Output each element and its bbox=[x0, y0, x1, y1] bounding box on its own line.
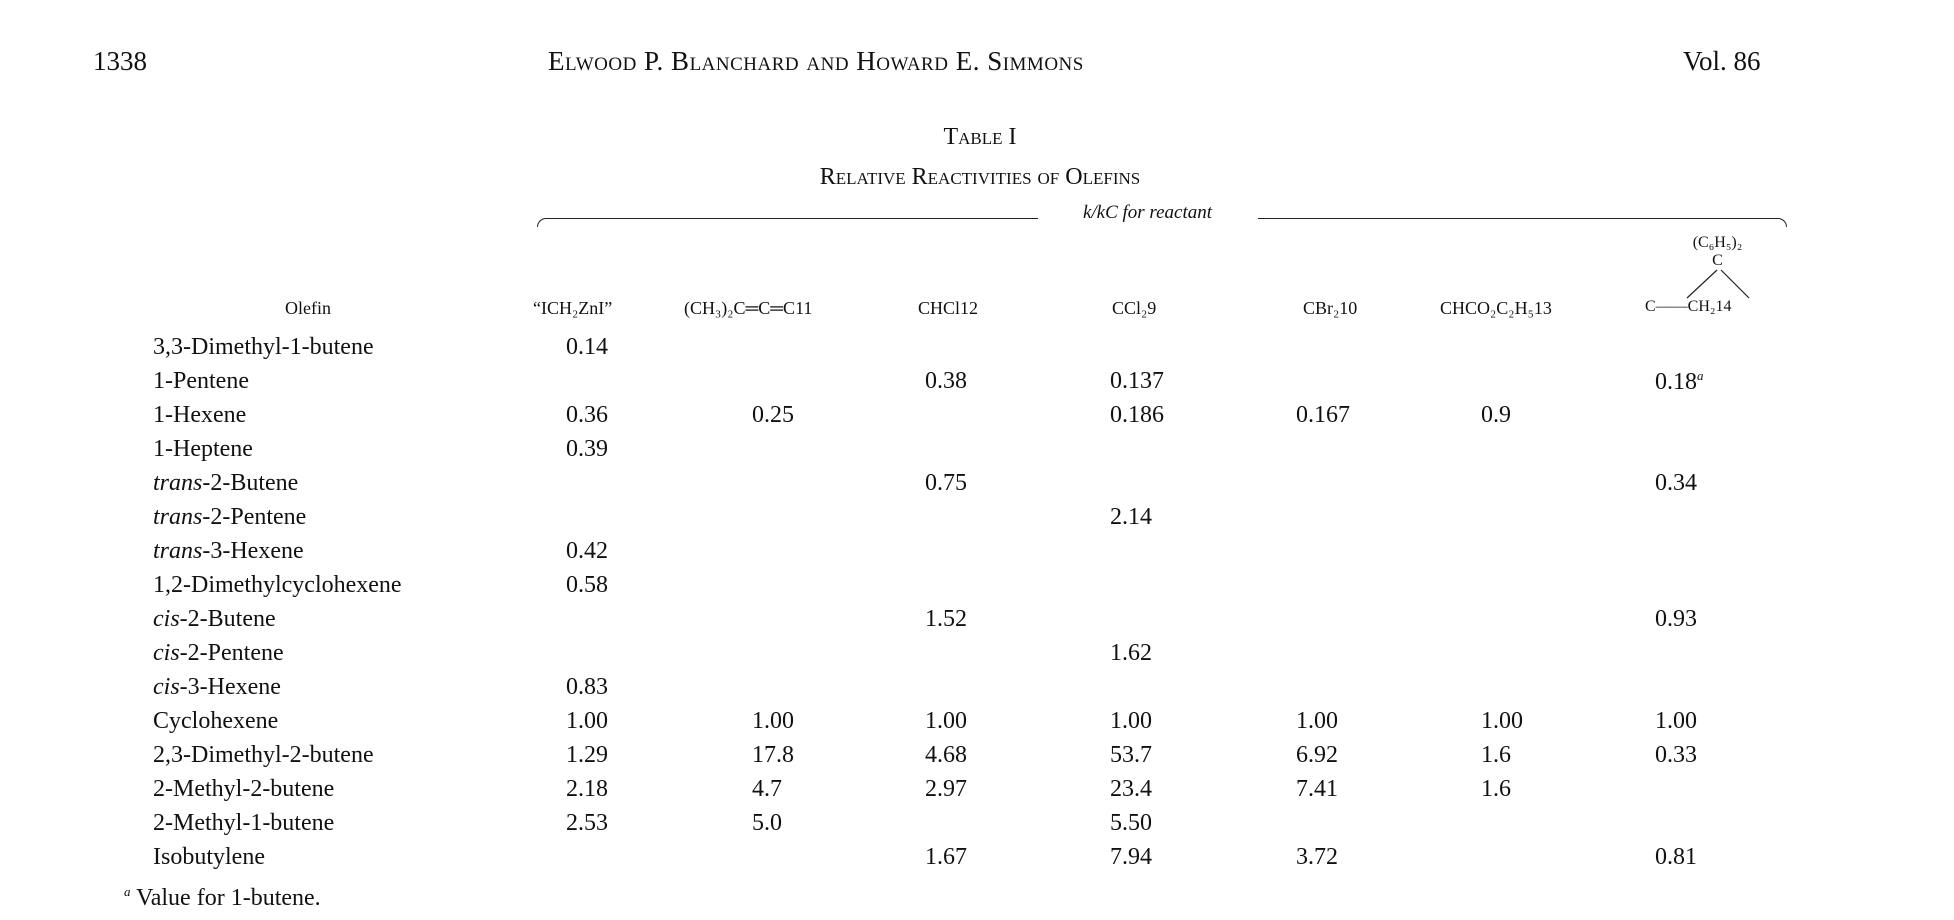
value-cell bbox=[1655, 708, 1697, 735]
value-text: 1.00 bbox=[1296, 708, 1338, 734]
value-text: 0.58 bbox=[566, 572, 608, 598]
olefin-prefix: cis bbox=[153, 640, 180, 666]
value-cell bbox=[752, 402, 794, 429]
column-header-ich2zni: “ICH₂ZnI” bbox=[533, 298, 613, 318]
value-cell bbox=[752, 810, 782, 837]
value-text: 1.52 bbox=[925, 606, 967, 632]
olefin-name bbox=[153, 504, 306, 531]
value-cell bbox=[1110, 708, 1152, 735]
value-text: 0.137 bbox=[1110, 368, 1164, 394]
value-cell bbox=[1110, 810, 1152, 837]
value-text: 2.18 bbox=[566, 776, 608, 802]
olefin-label: 3,3-Dimethyl-1-butene bbox=[153, 334, 374, 360]
olefin-name bbox=[153, 742, 374, 769]
value-cell bbox=[1296, 708, 1338, 735]
olefin-name bbox=[153, 674, 281, 701]
value-cell bbox=[1110, 402, 1164, 429]
value-text: 1.29 bbox=[566, 742, 608, 768]
olefin-name bbox=[153, 436, 253, 463]
olefin-label: 2-Methyl-2-butene bbox=[153, 776, 335, 802]
table-row bbox=[0, 538, 1954, 572]
olefin-name bbox=[153, 402, 246, 429]
olefin-name bbox=[153, 776, 334, 803]
olefin-name bbox=[153, 334, 374, 361]
olefin-prefix: trans bbox=[153, 538, 203, 564]
value-cell bbox=[752, 776, 782, 803]
value-cell bbox=[1110, 742, 1152, 769]
group-brace-left bbox=[537, 218, 1038, 227]
table-row bbox=[0, 606, 1954, 640]
value-cell bbox=[1481, 742, 1511, 769]
table-row bbox=[0, 742, 1954, 776]
value-text: 2.97 bbox=[925, 776, 967, 802]
value-cell bbox=[566, 436, 608, 463]
value-cell bbox=[752, 708, 794, 735]
table-footnote bbox=[124, 884, 321, 912]
olefin-label: Isobutylene bbox=[153, 844, 265, 870]
column-header-ccl2: CCl₂9 bbox=[1112, 298, 1157, 318]
structure-apex-carbon: C bbox=[1712, 252, 1723, 269]
value-text: 0.34 bbox=[1655, 470, 1697, 496]
olefin-label: Cyclohexene bbox=[153, 708, 279, 734]
value-cell bbox=[566, 708, 608, 735]
page-number: 1338 bbox=[93, 46, 147, 76]
value-text: 1.6 bbox=[1481, 742, 1511, 768]
value-cell bbox=[925, 368, 967, 395]
value-text: 0.81 bbox=[1655, 844, 1697, 870]
table-row bbox=[0, 504, 1954, 538]
value-text: 5.50 bbox=[1110, 810, 1152, 836]
value-cell bbox=[752, 742, 794, 769]
table-row bbox=[0, 436, 1954, 470]
structure-substituent: (C₆H₅)₂ bbox=[1692, 234, 1743, 251]
olefin-label: -2-Butene bbox=[179, 606, 276, 632]
value-cell bbox=[925, 776, 967, 803]
table-body bbox=[0, 334, 1954, 878]
value-cell bbox=[925, 844, 967, 871]
olefin-label: 1,2-Dimethylcyclohexene bbox=[153, 572, 402, 598]
value-cell bbox=[1655, 742, 1697, 769]
value-cell bbox=[1655, 470, 1697, 497]
value-text: 1.00 bbox=[1110, 708, 1152, 734]
value-cell bbox=[1655, 606, 1697, 633]
value-cell bbox=[925, 742, 967, 769]
value-cell bbox=[566, 334, 608, 361]
value-text: 7.94 bbox=[1110, 844, 1152, 870]
value-cell bbox=[1655, 844, 1697, 871]
value-cell bbox=[1481, 776, 1511, 803]
olefin-name bbox=[153, 640, 284, 667]
value-cell bbox=[1110, 504, 1152, 531]
table-row bbox=[0, 674, 1954, 708]
value-text: 0.167 bbox=[1296, 402, 1350, 428]
value-text: 4.7 bbox=[752, 776, 782, 802]
value-cell bbox=[1110, 640, 1152, 667]
column-header-olefin: Olefin bbox=[285, 298, 331, 318]
table-row bbox=[0, 810, 1954, 844]
olefin-name bbox=[153, 368, 249, 395]
value-cell bbox=[566, 776, 608, 803]
value-text: 4.68 bbox=[925, 742, 967, 768]
structure-base: C——CH₂14 bbox=[1645, 298, 1732, 315]
value-text: 23.4 bbox=[1110, 776, 1152, 802]
value-text: 7.41 bbox=[1296, 776, 1338, 802]
value-text: 1.00 bbox=[566, 708, 608, 734]
value-text: 2.14 bbox=[1110, 504, 1152, 530]
column-header-diphenylcyclopropene bbox=[1645, 234, 1790, 322]
value-cell bbox=[1296, 776, 1338, 803]
olefin-name bbox=[153, 538, 304, 565]
value-text: 0.14 bbox=[566, 334, 608, 360]
value-cell bbox=[925, 606, 967, 633]
value-text: 0.9 bbox=[1481, 402, 1511, 428]
table-row bbox=[0, 470, 1954, 504]
olefin-label: 1-Hexene bbox=[153, 402, 247, 428]
value-text: 1.62 bbox=[1110, 640, 1152, 666]
value-text: 0.25 bbox=[752, 402, 794, 428]
olefin-name bbox=[153, 606, 276, 633]
group-brace-right bbox=[1258, 218, 1787, 227]
value-text: 3.72 bbox=[1296, 844, 1338, 870]
value-text: 0.18 bbox=[1655, 369, 1697, 395]
value-text: 1.00 bbox=[752, 708, 794, 734]
value-text: 0.38 bbox=[925, 368, 967, 394]
olefin-label: -2-Butene bbox=[202, 470, 299, 496]
footnote-text: Value for 1-butene. bbox=[130, 885, 321, 911]
value-text: 1.00 bbox=[1481, 708, 1523, 734]
value-cell bbox=[1110, 844, 1152, 871]
value-cell bbox=[1296, 402, 1350, 429]
value-cell bbox=[1110, 368, 1164, 395]
value-cell bbox=[566, 538, 608, 565]
value-cell bbox=[1296, 844, 1338, 871]
olefin-name bbox=[153, 470, 298, 497]
olefin-prefix: cis bbox=[153, 606, 180, 632]
value-text: 1.67 bbox=[925, 844, 967, 870]
olefin-label: -2-Pentene bbox=[179, 640, 284, 666]
group-header bbox=[1037, 202, 1258, 224]
table-row bbox=[0, 368, 1954, 402]
group-header-text: k/kC for reactant bbox=[1082, 202, 1213, 223]
footnote-mark: a bbox=[124, 884, 131, 899]
value-cell bbox=[1481, 708, 1523, 735]
column-header-chcl: CHCl12 bbox=[918, 298, 979, 318]
running-title: Elwood P. Blanchard and Howard E. Simmons bbox=[548, 46, 1084, 76]
value-cell bbox=[566, 402, 608, 429]
table-row bbox=[0, 844, 1954, 878]
table-row bbox=[0, 334, 1954, 368]
olefin-prefix: cis bbox=[153, 674, 180, 700]
value-text: 2.53 bbox=[566, 810, 608, 836]
value-text: 5.0 bbox=[752, 810, 782, 836]
value-cell bbox=[566, 674, 608, 701]
olefin-label: 1-Pentene bbox=[153, 368, 249, 394]
value-text: 17.8 bbox=[752, 742, 794, 768]
olefin-name bbox=[153, 708, 278, 735]
table-caption: Relative Reactivities of Olefins bbox=[819, 164, 1141, 190]
value-text: 0.42 bbox=[566, 538, 608, 564]
olefin-label: 2-Methyl-1-butene bbox=[153, 810, 335, 836]
column-header-allene: (CH₃)₂C═C═C11 bbox=[684, 298, 813, 318]
footnote-ref: a bbox=[1697, 368, 1704, 383]
value-text: 6.92 bbox=[1296, 742, 1338, 768]
column-header-chco2c2h5: CHCO₂C₂H₅13 bbox=[1440, 298, 1552, 318]
olefin-name bbox=[153, 810, 334, 837]
value-cell bbox=[925, 708, 967, 735]
olefin-name bbox=[153, 572, 402, 599]
value-text: 0.33 bbox=[1655, 742, 1697, 768]
value-text: 0.93 bbox=[1655, 606, 1697, 632]
olefin-prefix: trans bbox=[153, 470, 203, 496]
value-cell bbox=[1110, 776, 1152, 803]
value-cell bbox=[1481, 402, 1511, 429]
value-cell bbox=[925, 470, 967, 497]
olefin-name bbox=[153, 844, 265, 871]
table-row bbox=[0, 572, 1954, 606]
value-cell bbox=[1655, 368, 1704, 396]
value-text: 1.00 bbox=[1655, 708, 1697, 734]
table-number: Table I bbox=[943, 124, 1017, 150]
value-text: 1.00 bbox=[925, 708, 967, 734]
value-text: 0.75 bbox=[925, 470, 967, 496]
table-row bbox=[0, 708, 1954, 742]
olefin-label: 2,3-Dimethyl-2-butene bbox=[153, 742, 374, 768]
volume-label: Vol. 86 bbox=[1683, 46, 1761, 76]
value-text: 0.39 bbox=[566, 436, 608, 462]
olefin-prefix: trans bbox=[153, 504, 203, 530]
value-cell bbox=[566, 572, 608, 599]
value-cell bbox=[566, 742, 608, 769]
column-header-cbr2: CBr₂10 bbox=[1303, 298, 1358, 318]
olefin-label: -2-Pentene bbox=[202, 504, 307, 530]
table-row bbox=[0, 640, 1954, 674]
value-text: 1.6 bbox=[1481, 776, 1511, 802]
olefin-label: -3-Hexene bbox=[179, 674, 281, 700]
olefin-label: -3-Hexene bbox=[202, 538, 304, 564]
value-cell bbox=[1296, 742, 1338, 769]
value-cell bbox=[566, 810, 608, 837]
value-text: 0.36 bbox=[566, 402, 608, 428]
table-row bbox=[0, 776, 1954, 810]
table-row bbox=[0, 402, 1954, 436]
value-text: 0.83 bbox=[566, 674, 608, 700]
value-text: 0.186 bbox=[1110, 402, 1164, 428]
value-text: 53.7 bbox=[1110, 742, 1152, 768]
olefin-label: 1-Heptene bbox=[153, 436, 253, 462]
